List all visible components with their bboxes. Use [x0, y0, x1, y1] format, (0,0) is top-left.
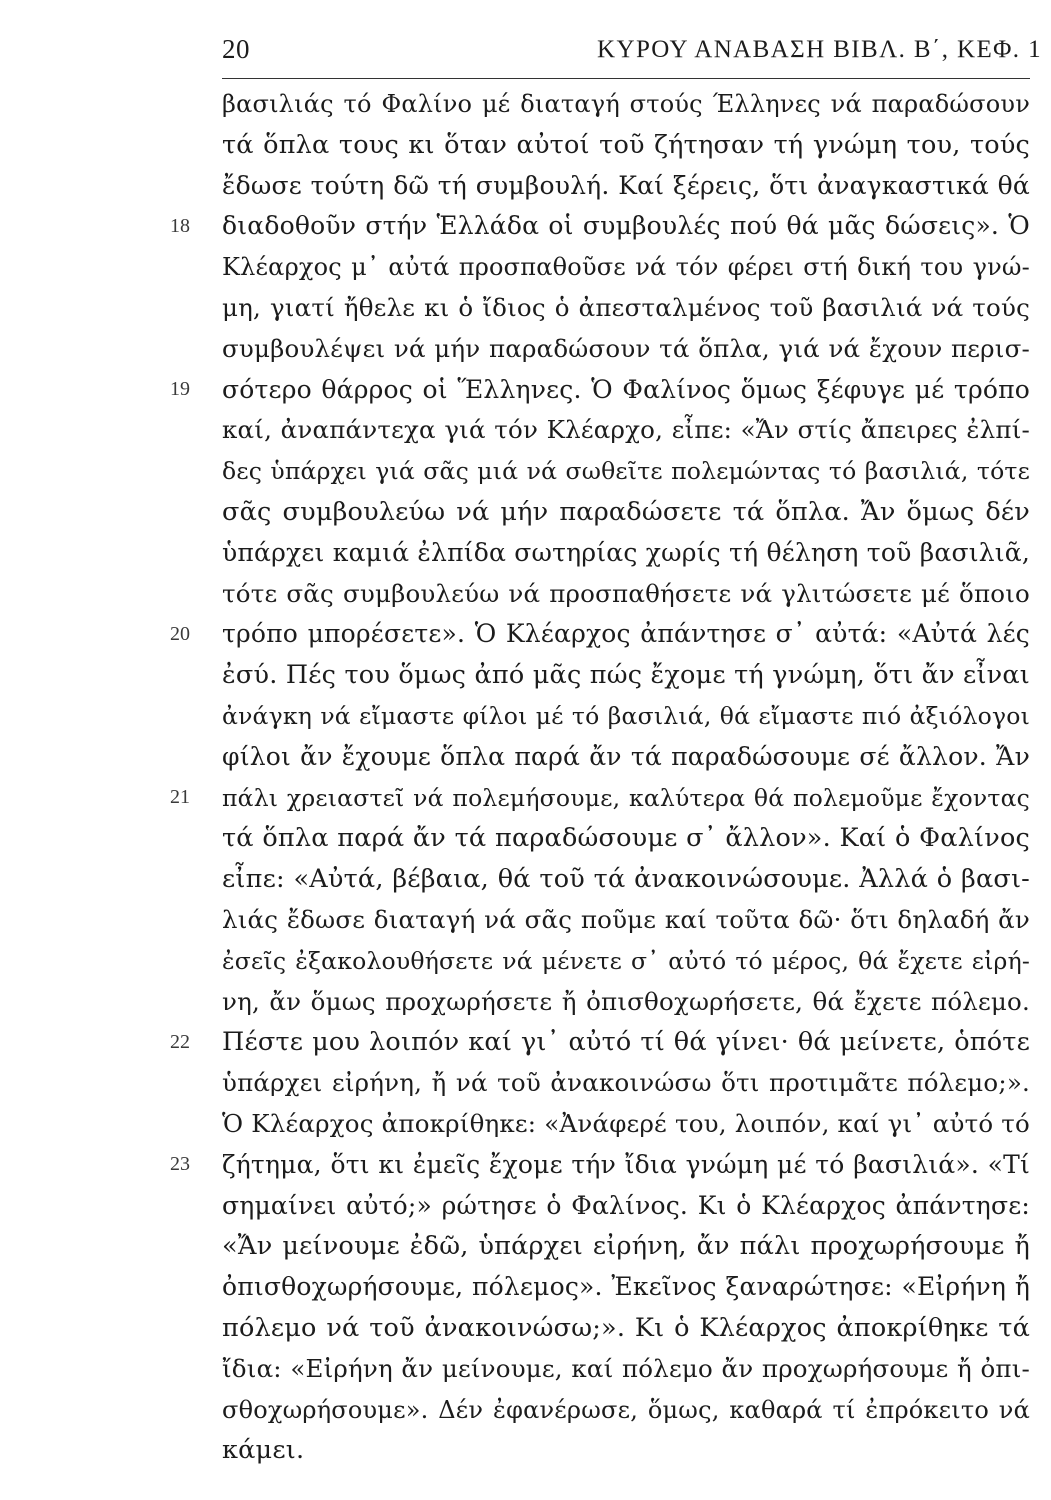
text-line: Κλέαρχος μ᾽ αὐτά προσπαθοῦσε νά τόν φέρει στή δική του γνώ-	[222, 253, 1030, 282]
margin-number-18: 18	[170, 215, 190, 237]
text-line: ζήτημα, ὅτι κι ἐμεῖς ἔχομε τήν ἴδια γνώμη μέ τό βασιλιά». «Τί	[222, 1149, 1030, 1179]
text-line: ὑπάρχει εἰρήνη, ἤ νά τοῦ ἀνακοινώσω ὅτι προτιμᾶτε πόλεμο;».	[222, 1068, 1030, 1098]
header-rule	[222, 78, 1030, 79]
text-line: τά ὅπλα τους κι ὅταν αὐτοί τοῦ ζήτησαν τή γνώμη του, τούς	[222, 129, 1030, 160]
text-line: κάμει.	[222, 1435, 305, 1466]
text-line: τά ὅπλα παρά ἄν τά παραδώσουμε σ᾽ ἄλλον». Καί ὁ Φαλίνος	[222, 823, 1030, 854]
text-line: διαδοθοῦν στήν Ἑλλάδα οἱ συμβουλές πού θά μᾶς δώσεις». Ὁ	[222, 211, 1030, 241]
text-line: λιάς ἔδωσε διαταγή νά σᾶς ποῦμε καί τοῦτα δῶ· ὅτι δηλαδή ἄν	[222, 904, 1030, 934]
text-line: Ὁ Κλέαρχος ἀποκρίθηκε: «Ἀνάφερέ του, λοιπόν, καί γι᾽ αὐτό τό	[222, 1108, 1030, 1138]
text-line: ἴδια: «Εἰρήνη ἄν μείνουμε, καί πόλεμο ἄν προχωρήσουμε ἤ ὀπι-	[222, 1353, 1030, 1383]
text-line: σημαίνει αὐτό;» ρώτησε ὁ Φαλίνος. Κι ὁ Κλέαρχος ἀπάντησε:	[222, 1190, 1030, 1220]
text-line: ὀπισθοχωρήσουμε, πόλεμος». Ἐκεῖνος ξαναρώτησε: «Εἰρήνη ἤ	[222, 1272, 1030, 1302]
text-line: σᾶς συμβουλεύω νά μήν παραδώσετε τά ὅπλα. Ἄν ὅμως δέν	[222, 496, 1030, 527]
margin-number-21: 21	[170, 786, 190, 808]
margin-number-20: 20	[170, 623, 190, 645]
text-line: νη, ἄν ὅμως προχωρήσετε ἤ ὀπισθοχωρήσετε, θά ἔχετε πόλεμο.	[222, 986, 1030, 1016]
text-line: ἐσεῖς ἐξακολουθήσετε νά μένετε σ᾽ αὐτό τό μέρος, θά ἔχετε εἰρή-	[222, 946, 1030, 975]
running-head: ΚΥΡΟΥ ΑΝΑΒΑΣΗ ΒΙΒΛ. Β΄, ΚΕΦ. 1	[597, 36, 1042, 63]
text-line: εἶπε: «Αὐτά, βέβαια, θά τοῦ τά ἀνακοινώσουμε. Ἀλλά ὁ βασι-	[222, 864, 1030, 895]
text-line: ἔδωσε τούτη δῶ τή συμβουλή. Καί ξέρεις, ὅτι ἀναγκαστικά θά	[222, 170, 1030, 200]
text-line: σότερο θάρρος οἱ Ἕλληνες. Ὁ Φαλίνος ὅμως ξέφυγε μέ τρόπο	[222, 374, 1030, 404]
text-line: τρόπο μπορέσετε». Ὁ Κλέαρχος ἀπάντησε σ᾽ αὐτά: «Αὐτά λές	[222, 619, 1030, 649]
page-header	[222, 34, 1042, 74]
text-line: ὑπάρχει καμιά ἐλπίδα σωτηρίας χωρίς τή θέληση τοῦ βασιλιᾶ,	[222, 537, 1030, 567]
text-line: δες ὑπάρχει γιά σᾶς μιά νά σωθεῖτε πολεμώντας τό βασιλιά, τότε	[222, 457, 1030, 486]
text-line: ἀνάγκη νά εἴμαστε φίλοι μέ τό βασιλιά, θά εἴμαστε πιό ἀξιόλογοι	[222, 701, 1030, 730]
text-line: σθοχωρήσουμε». Δέν ἐφανέρωσε, ὅμως, καθαρά τί ἐπρόκειτο νά	[222, 1395, 1030, 1424]
text-line: καί, ἀναπάντεχα γιά τόν Κλέαρχο, εἶπε: «Ἄν στίς ἄπειρες ἐλπί-	[222, 415, 1030, 445]
margin-number-22: 22	[170, 1031, 190, 1053]
text-line: «Ἄν μείνουμε ἐδῶ, ὑπάρχει εἰρήνη, ἄν πάλι προχωρήσουμε ἤ	[222, 1231, 1030, 1262]
text-line: βασιλιάς τό Φαλίνο μέ διαταγή στούς Έλληνες νά παραδώσουν	[222, 90, 1030, 118]
text-line: μη, γιατί ἤθελε κι ὁ ἴδιος ὁ ἀπεσταλμένος τοῦ βασιλιά νά τούς	[222, 292, 1030, 322]
text-line: συμβουλέψει νά μήν παραδώσουν τά ὅπλα, γιά νά ἔχουν περισ-	[222, 333, 1030, 363]
text-line: φίλοι ἄν ἔχουμε ὅπλα παρά ἄν τά παραδώσουμε σέ ἄλλον. Ἄν	[222, 741, 1030, 771]
margin-number-23: 23	[170, 1153, 190, 1175]
page-number: 20	[222, 34, 250, 64]
text-line: τότε σᾶς συμβουλεύω νά προσπαθήσετε νά γλιτώσετε μέ ὅποιο	[222, 578, 1030, 608]
margin-number-19: 19	[170, 378, 190, 400]
text-line: πάλι χρειαστεῖ νά πολεμήσουμε, καλύτερα θά πολεμοῦμε ἔχοντας	[222, 783, 1030, 812]
text-line: Πέστε μου λοιπόν καί γι᾽ αὐτό τί θά γίνει· θά μείνετε, ὁπότε	[222, 1027, 1030, 1058]
body-text	[222, 84, 1030, 1471]
text-line: ἐσύ. Πές του ὅμως ἀπό μᾶς πώς ἔχομε τή γνώμη, ὅτι ἄν εἶναι	[222, 660, 1030, 691]
text-line: πόλεμο νά τοῦ ἀνακοινώσω;». Κι ὁ Κλέαρχος ἀποκρίθηκε τά	[222, 1312, 1030, 1343]
